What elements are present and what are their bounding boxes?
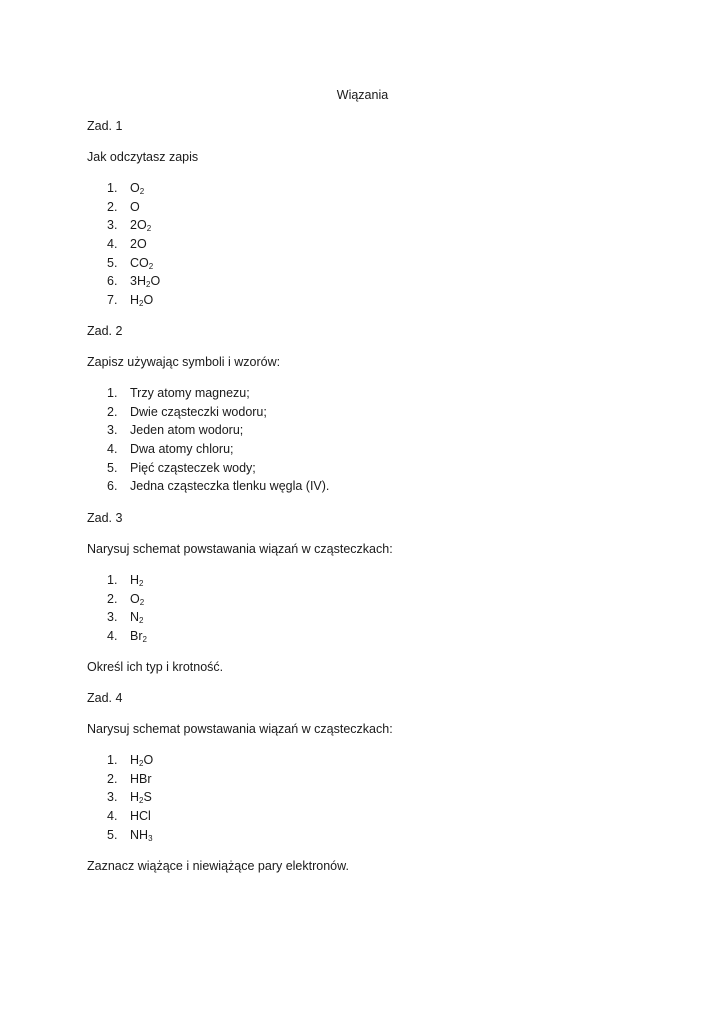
formula-text: O <box>143 753 154 767</box>
list-item <box>87 180 160 199</box>
list-item <box>87 385 329 404</box>
list-item <box>87 771 153 790</box>
subscript: 2 <box>139 616 144 626</box>
formula-text: H <box>130 573 140 587</box>
list-item-text <box>130 217 151 233</box>
task-1-instruction: Jak odczytasz zapis <box>87 150 199 164</box>
task-3-followup: Określ ich typ i krotność. <box>87 660 224 674</box>
list-item-number: 2. <box>107 404 118 419</box>
list-item-text <box>130 292 153 308</box>
formula-text: 2O <box>130 218 147 233</box>
list-item-text <box>130 236 147 252</box>
formula-text: HCl <box>130 809 151 824</box>
list-item <box>87 478 329 497</box>
list-item-number: 4. <box>107 237 118 252</box>
formula-text: O <box>130 591 140 606</box>
formula-text: S <box>143 790 152 805</box>
list-item <box>87 199 160 218</box>
list-item <box>87 441 329 460</box>
task-2-instruction: Zapisz używając symboli i wzorów: <box>87 355 281 369</box>
list-item-number: 2. <box>107 199 118 214</box>
list-item-number: 3. <box>107 610 118 625</box>
list-item-number: 1. <box>107 386 118 400</box>
list-item-text <box>130 273 160 289</box>
list-item-text <box>130 609 143 625</box>
subscript: 2 <box>142 635 147 645</box>
list-item-text <box>130 199 140 215</box>
formula-text: 2O <box>130 237 147 252</box>
list-item-number: 6. <box>107 274 118 289</box>
list-item-number: 7. <box>107 293 118 308</box>
list-item <box>87 609 147 628</box>
list-item-number: 3. <box>107 790 118 805</box>
list-item <box>87 292 160 311</box>
subscript: 3 <box>148 833 153 843</box>
list-item <box>87 422 329 441</box>
list-item-number: 5. <box>107 255 118 270</box>
task-1-heading: Zad. 1 <box>87 119 123 133</box>
list-item-number: 6. <box>107 479 118 494</box>
subscript: 2 <box>145 280 151 290</box>
list-item <box>87 404 329 423</box>
list-item-text <box>130 827 153 843</box>
list-item-text <box>130 572 143 588</box>
list-item-text <box>130 460 256 476</box>
subscript: 2 <box>139 299 144 309</box>
task-4-heading: Zad. 4 <box>87 691 123 705</box>
list-item-text <box>130 628 147 644</box>
list-item-text <box>130 255 153 271</box>
list-item <box>87 255 160 274</box>
list-item <box>87 591 147 610</box>
list-item-text <box>130 591 144 607</box>
formula-text: N <box>130 610 140 625</box>
list-item <box>87 236 160 255</box>
list-item-number: 4. <box>107 442 118 457</box>
subscript: 2 <box>139 597 145 607</box>
formula-text: NH <box>130 827 149 842</box>
subscript: 2 <box>139 759 144 768</box>
list-item-text <box>130 422 243 438</box>
formula-text: H <box>130 790 140 805</box>
list-item-text <box>130 478 329 494</box>
formula-text: O <box>130 199 140 214</box>
task-3-list <box>87 572 147 647</box>
list-item <box>87 752 153 771</box>
subscript: 2 <box>146 224 152 234</box>
list-item-number: 1. <box>107 181 118 195</box>
subscript: 2 <box>139 579 144 588</box>
list-item <box>87 827 153 846</box>
list-item-number: 4. <box>107 809 118 824</box>
formula-text: H <box>130 753 140 767</box>
list-item-number: 1. <box>107 753 118 767</box>
list-item-text <box>130 789 152 805</box>
list-item-number: 4. <box>107 629 118 644</box>
list-item-text <box>130 385 250 401</box>
task-2-heading: Zad. 2 <box>87 324 123 338</box>
task-4-list <box>87 752 153 845</box>
formula-text: O <box>143 293 154 308</box>
list-item-number: 5. <box>107 827 118 842</box>
formula-text: HBr <box>130 771 152 786</box>
list-item <box>87 460 329 479</box>
formula-text: O <box>130 181 140 195</box>
list-item-text <box>130 180 144 196</box>
list-item <box>87 572 147 591</box>
formula-text: Dwa atomy chloru; <box>130 442 234 457</box>
formula-text: H <box>130 293 140 308</box>
list-item-number: 5. <box>107 460 118 475</box>
subscript: 2 <box>139 187 145 196</box>
formula-text: 3H <box>130 274 146 289</box>
list-item-number: 2. <box>107 591 118 606</box>
list-item-number: 2. <box>107 771 118 786</box>
list-item-text <box>130 808 151 824</box>
list-item-number: 1. <box>107 573 118 587</box>
list-item-text <box>130 752 153 768</box>
formula-text: Jeden atom wodoru; <box>130 423 244 438</box>
list-item-text <box>130 404 267 420</box>
formula-text: Dwie cząsteczki wodoru; <box>130 404 267 419</box>
subscript: 2 <box>139 796 144 806</box>
document-title: Wiązania <box>336 88 389 102</box>
task-1-list <box>87 180 160 311</box>
formula-text: Trzy atomy magnezu; <box>130 386 250 400</box>
list-item <box>87 628 147 647</box>
formula-text: Br <box>130 629 143 644</box>
list-item-text <box>130 441 234 457</box>
task-3-heading: Zad. 3 <box>87 511 123 525</box>
list-item-number: 3. <box>107 423 118 438</box>
formula-text: O <box>150 274 161 289</box>
list-item <box>87 217 160 236</box>
task-4-instruction: Narysuj schemat powstawania wiązań w cząsteczkach: <box>87 722 393 736</box>
formula-text: Pięć cząsteczek wody; <box>130 460 256 475</box>
formula-text: CO <box>130 255 149 270</box>
task-3-instruction: Narysuj schemat powstawania wiązań w cząsteczkach: <box>87 542 393 556</box>
list-item-number: 3. <box>107 218 118 233</box>
list-item-text <box>130 771 152 787</box>
list-item <box>87 789 153 808</box>
task-2-list <box>87 385 329 497</box>
list-item <box>87 273 160 292</box>
formula-text: Jedna cząsteczka tlenku węgla (IV). <box>130 479 330 494</box>
list-item <box>87 808 153 827</box>
subscript: 2 <box>148 261 154 271</box>
task-4-followup: Zaznacz wiążące i niewiążące pary elektronów. <box>87 859 349 873</box>
